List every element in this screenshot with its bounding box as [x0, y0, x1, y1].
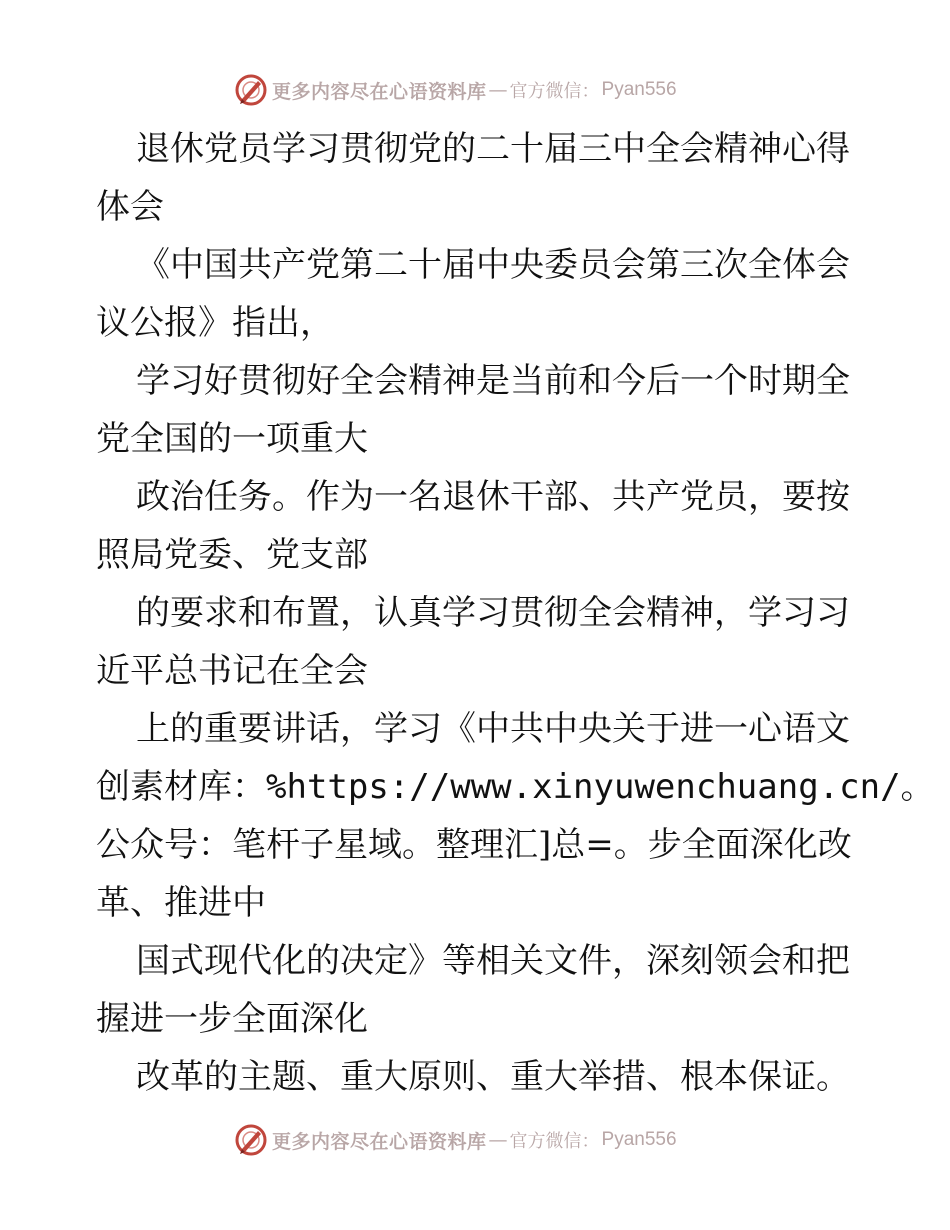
- banner-site-text: 更多内容尽在心语资料库: [272, 1130, 487, 1153]
- banner-separator: —: [488, 79, 508, 101]
- header-banner: [234, 73, 714, 107]
- paragraph-line: 学习好贯彻好全会精神是当前和今后一个时期全: [136, 361, 850, 401]
- paragraph-line: 的要求和布置，认真学习贯彻全会精神，学习习: [136, 593, 850, 633]
- paragraph-line: 近平总书记在全会: [96, 651, 368, 691]
- paragraph-line: 革、推进中: [96, 883, 266, 923]
- paragraph-line: 国式现代化的决定》等相关文件，深刻领会和把: [136, 941, 850, 981]
- paragraph-line: 握进一步全面深化: [96, 999, 368, 1039]
- banner-label: 官方微信：: [509, 81, 600, 102]
- paragraph-line: 照局党委、党支部: [96, 535, 368, 575]
- paragraph-line: 党全国的一项重大: [96, 419, 368, 459]
- banner-wechat-id: Pyan556: [601, 79, 677, 100]
- pen-logo-icon: [234, 1123, 268, 1157]
- paragraph-line: 改革的主题、重大原则、重大举措、根本保证。: [136, 1057, 850, 1097]
- footer-banner: [234, 1123, 714, 1157]
- title-line-1: 退休党员学习贯彻党的二十届三中全会精神心得: [136, 129, 850, 169]
- paragraph-line: 上的重要讲话，学习《中共中央关于进一心语文: [136, 709, 850, 749]
- document-body: [96, 120, 935, 1106]
- paragraph-line: 《中国共产党第二十届中央委员会第三次全体会: [136, 245, 850, 285]
- paragraph-line: 公众号：笔杆子星域。整理汇]总=。步全面深化改: [96, 825, 852, 865]
- banner-wechat-id: Pyan556: [601, 1129, 677, 1150]
- banner-site-text: 更多内容尽在心语资料库: [272, 80, 487, 103]
- banner-label: 官方微信：: [509, 1131, 600, 1152]
- paragraph-line: 政治任务。作为一名退休干部、共产党员，要按: [136, 477, 850, 517]
- paragraph-line-url: 创素材库：%https://www.xinyuwenchuang.cn/。: [96, 767, 935, 807]
- banner-separator: —: [488, 1129, 508, 1151]
- pen-logo-icon: [234, 73, 268, 107]
- title-line-2: 体会: [96, 187, 164, 227]
- paragraph-line: 议公报》指出，: [96, 303, 334, 343]
